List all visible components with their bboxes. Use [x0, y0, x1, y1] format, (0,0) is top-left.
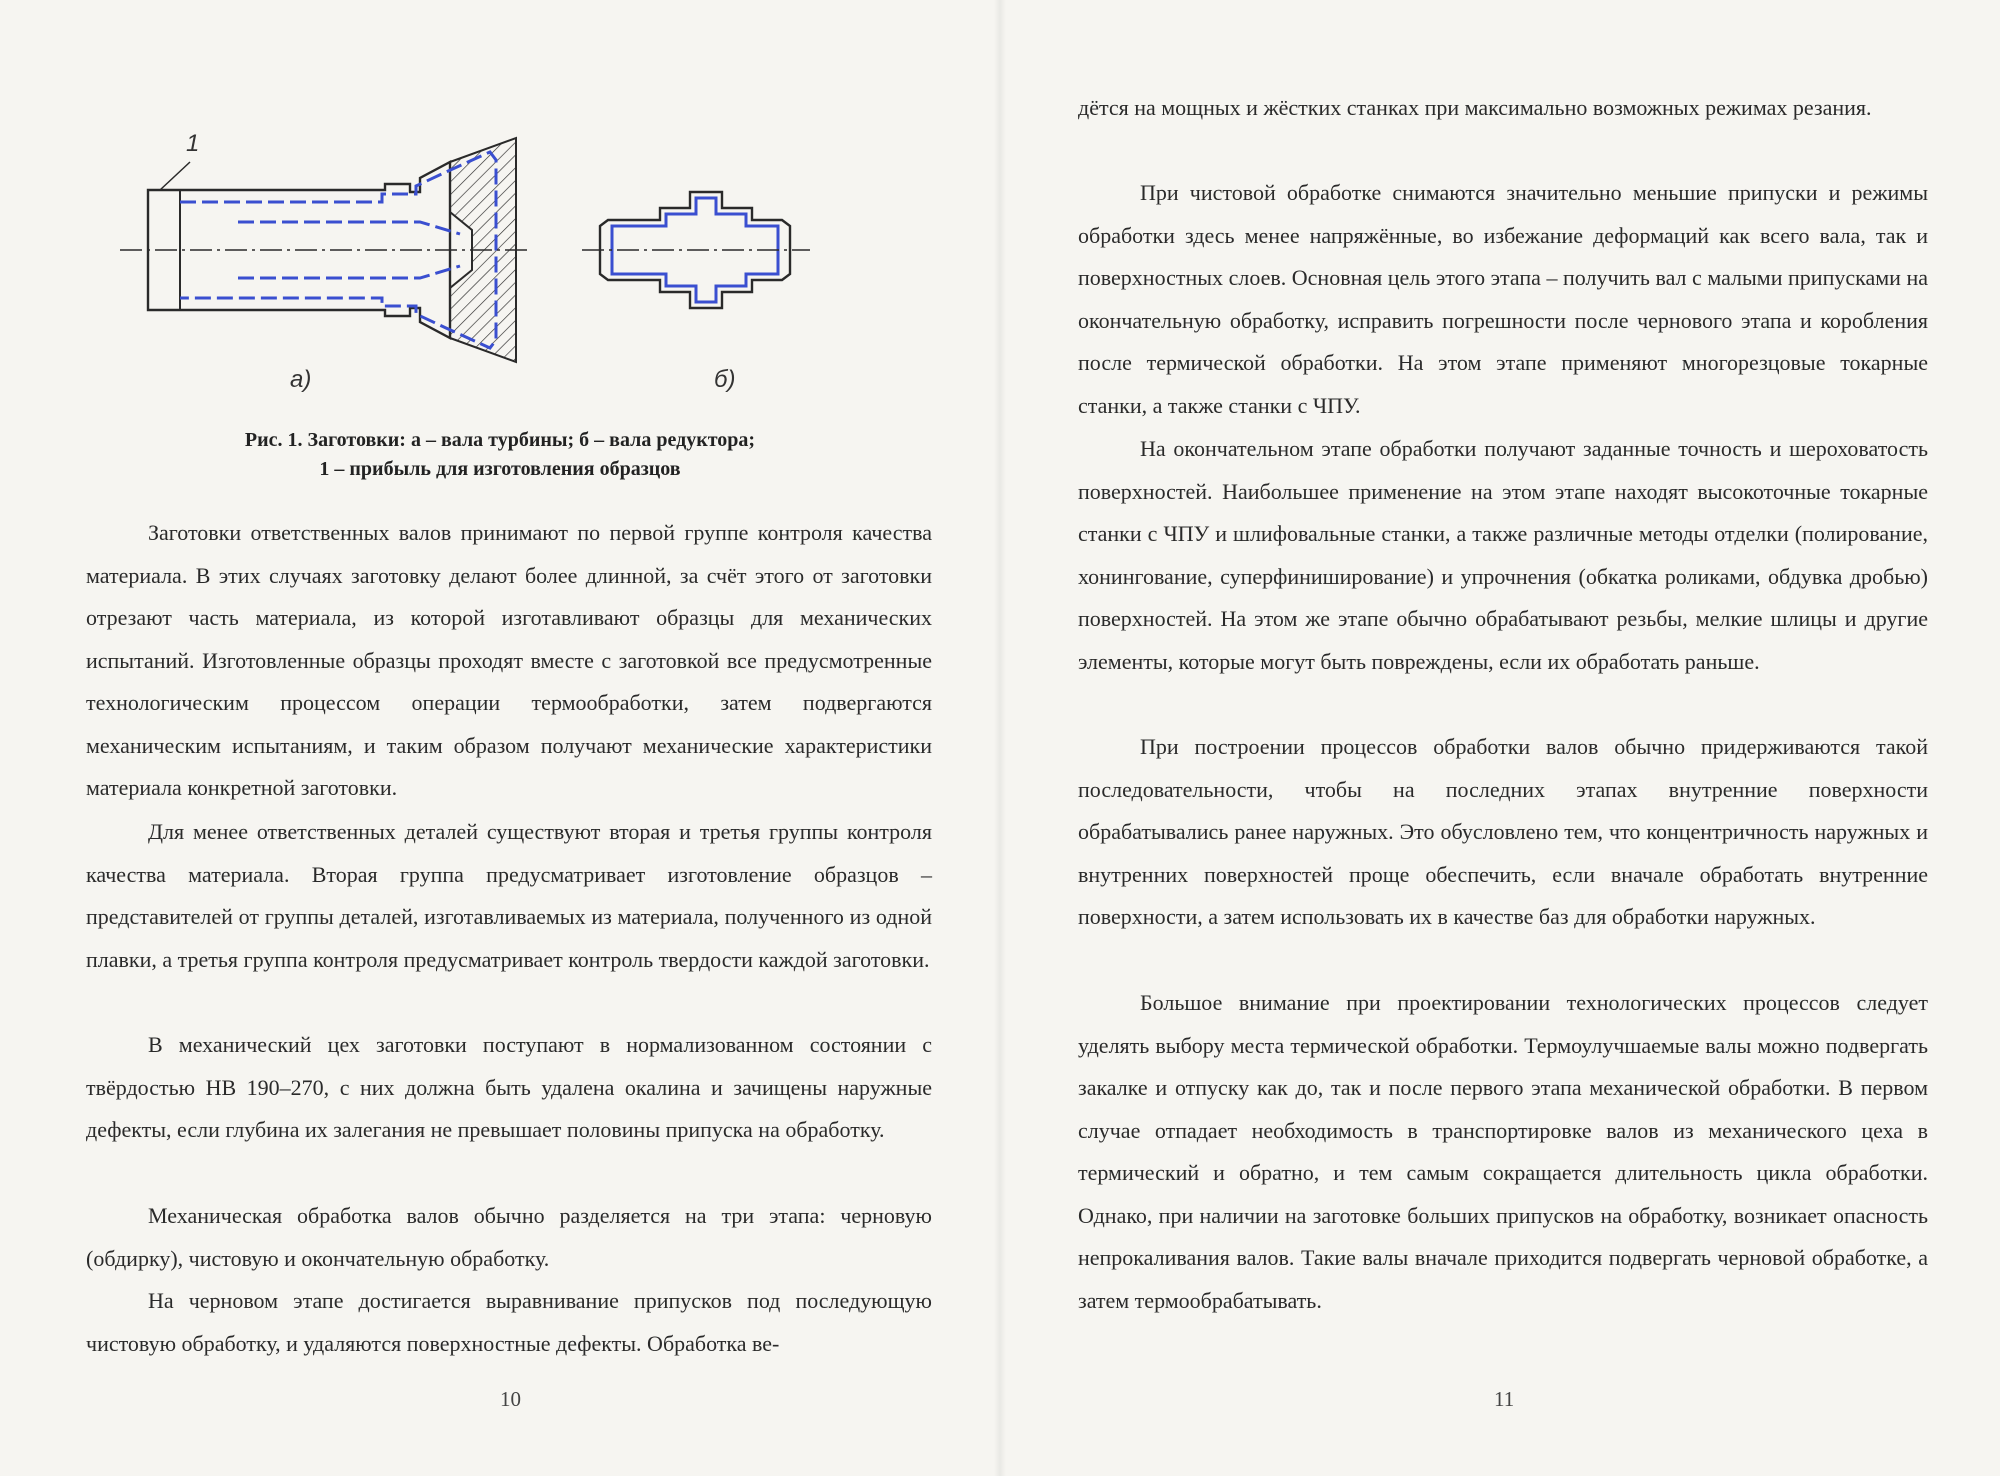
left-paragraph-2: Для менее ответственных деталей существуют вторая и третья группы контроля качества материала. Вторая группа предусматривает изготовление образцов – представителей от группы деталей, изготавливаемых из материала, полученного из одной плавки, а третья группа контроля предусматривает контроль твердости каждой заготовки.	[86, 819, 932, 972]
figure-drawing	[120, 130, 880, 390]
figure-label-b: б)	[714, 366, 736, 393]
marker-leader-line	[160, 162, 190, 190]
left-paragraph-1: Заготовки ответственных валов принимают по первой группе контроля качества материала. В этих случаях заготовку делают более длинной, за счёт этого от заготовки отрезают часть материала, из которой изготавливают образцы для механических испытаний. Изготовленные образцы проходят вместе с заготовкой все предусмотренные технологическим процессом операции термообработки, затем подвергаются механическим испытаниям, и таким образом получают механические характеристики материала конкретной заготовки.	[86, 520, 932, 800]
right-paragraph-5: Большое внимание при проектировании технологических процессов следует уделять выбору места термической обработки. Термоулучшаемые валы можно подвергать закалке и отпуску как до, так и после первого этапа механической обработки. В первом случае отпадает необходимость в транспортировке валов из механического цеха в термический и обратно, и тем самым сокращается длительность цикла обработки. Однако, при наличии на заготовке больших припусков на обработку, возникает опасность непрокаливания валов. Такие валы вначале приходится подвергать черновой обработке, а затем термообрабатывать.	[1078, 990, 1928, 1313]
page-number-left: 10	[500, 1387, 521, 1411]
reducer-shaft-drawing	[582, 192, 810, 308]
figure-caption-line1: Рис. 1. Заготовки: а – вала турбины; б – вала редуктора;	[244, 429, 756, 451]
page-number-right: 11	[1494, 1387, 1515, 1411]
figure-caption-line2: 1 – прибыль для изготовления образцов	[319, 458, 681, 480]
left-paragraph-4: Механическая обработка валов обычно разделяется на три этапа: черновую (обдирку), чистовую и окончательную обработку.	[86, 1203, 932, 1271]
right-paragraph-2: При чистовой обработке снимаются значительно меньшие припуски и режимы обработки здесь менее напряжённые, во избежание деформаций как всего вала, так и поверхностных слоев. Основная цель этого этапа – получить вал с малыми припусками на окончательную обработку, исправить погрешности после чернового этапа и коробления после термической обработки. На этом этапе применяют многорезцовые токарные станки, а также станки с ЧПУ.	[1078, 180, 1928, 418]
right-paragraph-1: дётся на мощных и жёстких станках при максимально возможных режимах резания.	[1078, 95, 1872, 120]
turbine-shaft-drawing	[120, 138, 530, 362]
left-paragraph-5: На черновом этапе достигается выравнивание припусков под последующую чистовую обработку, и удаляются поверхностные дефекты. Обработка ве-	[86, 1288, 932, 1356]
figure-label-a: а)	[290, 366, 312, 393]
right-paragraph-4: При построении процессов обработки валов обычно придерживаются такой последовательности, чтобы на последних этапах внутренние поверхности обрабатывались ранее наружных. Это обусловлено тем, что концентричность наружных и внутренних поверхностей проще обеспечить, если вначале обработать внутренние поверхности, а затем использовать их в качестве баз для обработки наружных.	[1078, 734, 1928, 929]
left-paragraph-3: В механический цех заготовки поступают в нормализованном состоянии с твёрдостью НВ 190–270, с них должна быть удалена окалина и зачищены наружные дефекты, если глубина их залегания не превышает половины припуска на обработку.	[86, 1032, 932, 1142]
right-paragraph-3: На окончательном этапе обработки получают заданные точность и шероховатость поверхностей. Наибольшее применение на этом этапе находят высокоточные токарные станки с ЧПУ и шлифовальные станки, а также различные методы отделки (полирование, хонингование, суперфиниширование) и упрочнения (обкатка роликами, обдувка дробью) поверхностей. На этом же этапе обычно обрабатывают резьбы, мелкие шлицы и другие элементы, которые могут быть повреждены, если их обработать раньше.	[1078, 436, 1928, 674]
figure-marker-1: 1	[186, 130, 200, 157]
